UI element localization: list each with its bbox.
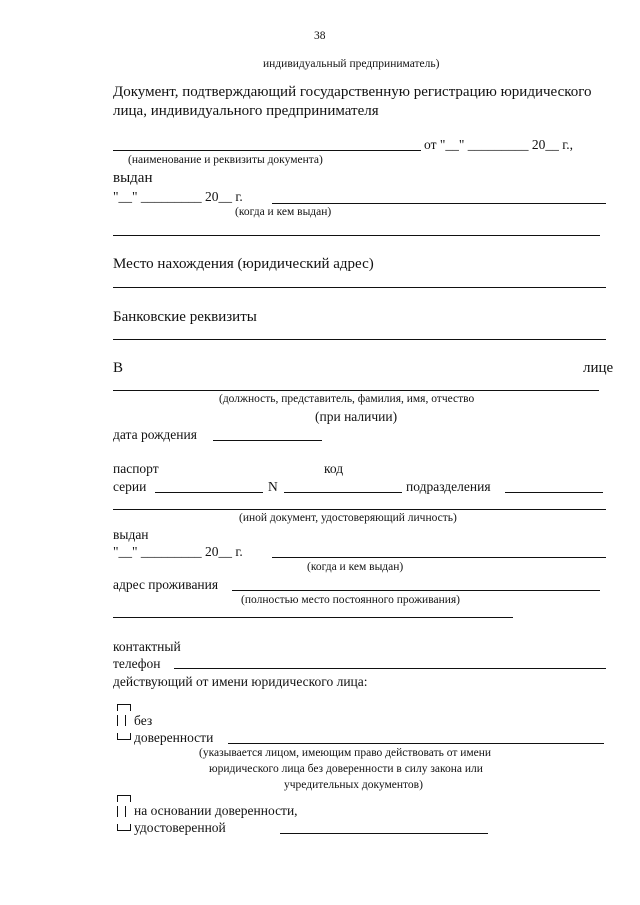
acting-label: действующий от имени юридического лица: bbox=[113, 674, 368, 689]
address-extra-line bbox=[113, 617, 513, 618]
person-caption-2: (при наличии) bbox=[315, 409, 398, 424]
issued-caption: (когда и кем выдан) bbox=[235, 206, 332, 218]
doc-title-line2: лица, индивидуального предпринимателя bbox=[113, 103, 379, 119]
option2-right-bar bbox=[125, 806, 126, 817]
bank-line bbox=[113, 339, 606, 340]
header-text: индивидуальный предприниматель) bbox=[263, 58, 440, 70]
option2-line2: удостоверенной bbox=[134, 820, 226, 835]
person-caption-1: (должность, представитель, фамилия, имя, отчество bbox=[219, 393, 475, 405]
department-label: подразделения bbox=[406, 479, 491, 494]
option1-bracket-top bbox=[117, 704, 131, 711]
doc-caption: (наименование и реквизиты документа) bbox=[128, 154, 323, 166]
option2-bracket-top bbox=[117, 795, 131, 802]
in-person-left: В bbox=[113, 360, 124, 376]
page-number: 38 bbox=[314, 30, 326, 42]
other-doc-line bbox=[113, 509, 606, 510]
department-line bbox=[505, 492, 603, 493]
code-label: код bbox=[324, 461, 344, 476]
location-label: Место нахождения (юридический адрес) bbox=[113, 256, 374, 272]
contact-line1: контактный bbox=[113, 639, 181, 654]
from-date-label: от "__" _________ 20__ г., bbox=[424, 137, 574, 152]
option1-left-bar bbox=[117, 715, 118, 726]
option1-caption-2: юридического лица без доверенности в силу закона или bbox=[209, 763, 483, 775]
series-label: серии bbox=[113, 479, 147, 494]
option2-line bbox=[280, 833, 488, 834]
doc-name-line bbox=[113, 150, 421, 151]
address-label: адрес проживания bbox=[113, 577, 219, 592]
number-sign: N bbox=[268, 479, 278, 494]
issued2-label: выдан bbox=[113, 527, 149, 542]
series-line bbox=[155, 492, 263, 493]
birth-line bbox=[213, 440, 322, 441]
issued-date: "__" _________ 20__ г. bbox=[113, 189, 243, 204]
other-doc-caption: (иной документ, удостоверяющий личность) bbox=[239, 512, 457, 524]
option1-line1: без bbox=[134, 713, 153, 728]
option1-line2: доверенности bbox=[134, 730, 214, 745]
option2-bracket-bottom bbox=[117, 824, 131, 831]
issued-by-line bbox=[272, 203, 606, 204]
birth-label: дата рождения bbox=[113, 427, 197, 442]
number-line bbox=[284, 492, 402, 493]
contact-line2: телефон bbox=[113, 656, 161, 671]
option1-caption-1: (указывается лицом, имеющим право действовать от имени bbox=[199, 747, 492, 759]
phone-line bbox=[174, 668, 606, 669]
bank-label: Банковские реквизиты bbox=[113, 309, 257, 325]
doc-title-line1: Документ, подтверждающий государственную регистрацию юридического bbox=[113, 84, 592, 100]
issued2-line bbox=[272, 557, 606, 558]
issued-extra-line bbox=[113, 235, 600, 236]
issued2-date: "__" _________ 20__ г. bbox=[113, 544, 243, 559]
issued2-caption: (когда и кем выдан) bbox=[307, 561, 404, 573]
option1-right-bar bbox=[125, 715, 126, 726]
option1-caption-3: учредительных документов) bbox=[284, 779, 423, 791]
person-line bbox=[113, 390, 599, 391]
location-line bbox=[113, 287, 606, 288]
passport-label: паспорт bbox=[113, 461, 159, 476]
option2-left-bar bbox=[117, 806, 118, 817]
address-caption: (полностью место постоянного проживания) bbox=[241, 594, 461, 606]
issued-label: выдан bbox=[113, 170, 153, 186]
option2-line1: на основании доверенности, bbox=[134, 803, 298, 818]
address-line bbox=[232, 590, 600, 591]
option1-line bbox=[228, 743, 604, 744]
option1-bracket-bottom bbox=[117, 733, 131, 740]
in-person-right: лице bbox=[583, 360, 614, 376]
